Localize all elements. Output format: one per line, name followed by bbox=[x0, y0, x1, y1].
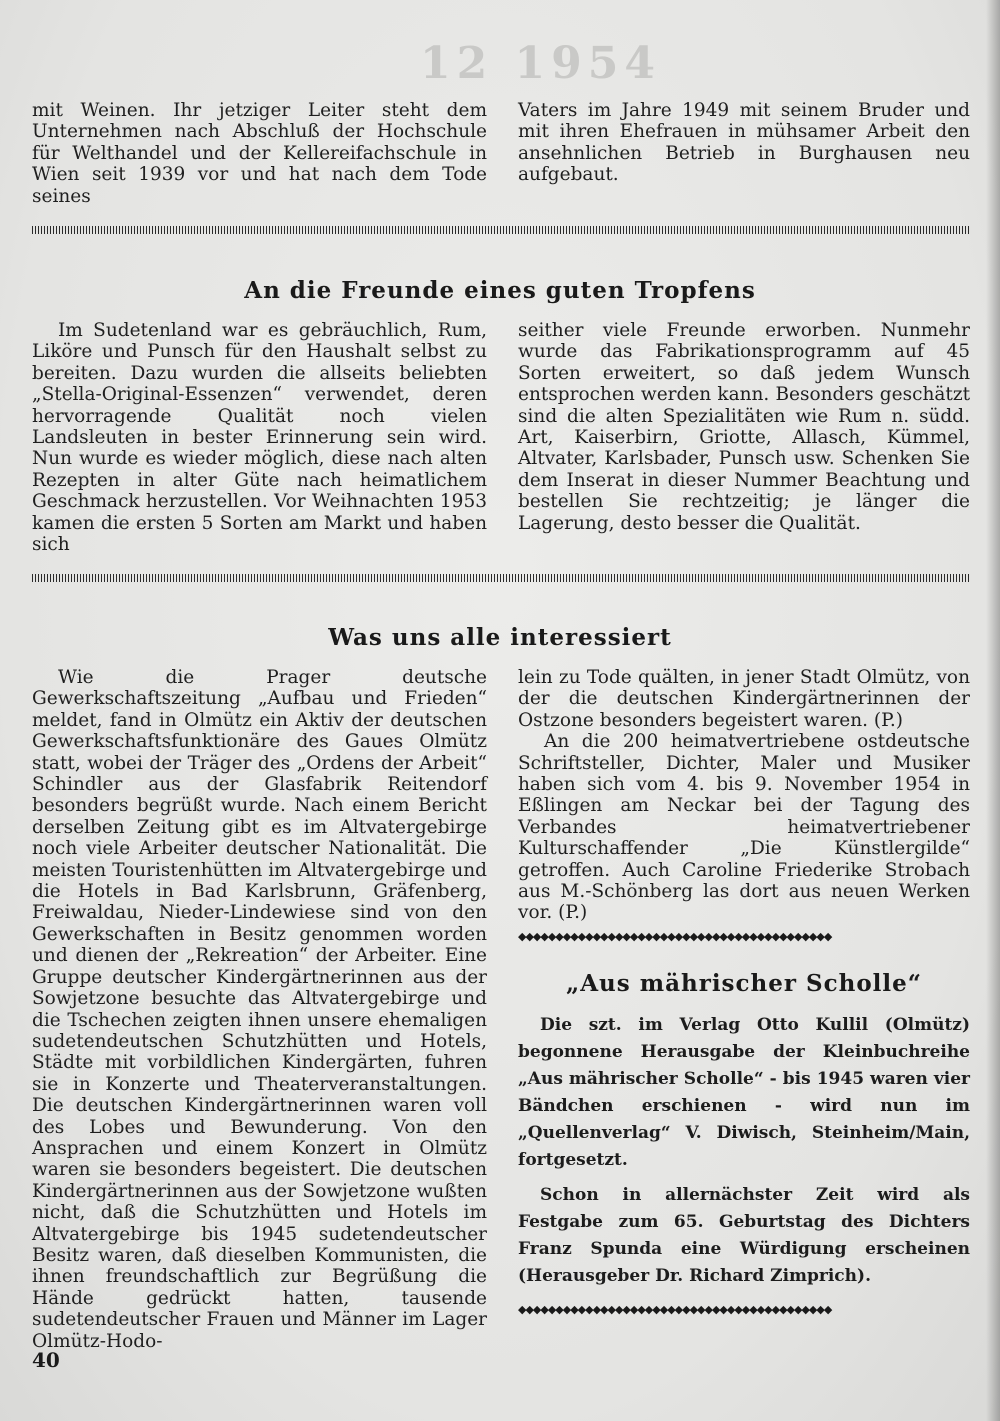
article1-right-column bbox=[518, 320, 970, 555]
article1-columns bbox=[32, 320, 970, 555]
article1-title: An die Freunde eines guten Tropfens bbox=[244, 277, 756, 304]
separator-rule-2 bbox=[32, 574, 970, 582]
intro-left-column bbox=[32, 100, 487, 207]
separator-rule-1 bbox=[32, 226, 970, 234]
box-title: „Aus mährischer Scholle“ bbox=[565, 970, 923, 997]
page-number: 40 bbox=[32, 1348, 60, 1372]
article2-title: Was uns alle interessiert bbox=[328, 624, 672, 651]
article2-right-column bbox=[518, 667, 970, 924]
article2-left-text: Wie die Prager deutsche Gewerkschaftszeitung „Aufbau und Frieden“ meldet, fand in Olmütz ein Aktiv der deutschen Gewerkschaftsfunktionäre des Gaues Olmütz statt, wobei der Träger des „Ordens der Arbeit“ Schindler aus der Glasfabrik Reitendorf besonders begrüßt wurde. Nach einem Bericht derselben Zeitung gibt es im Altvatergebirge noch viele Arbeiter deutscher Nationalität. Die meisten Touristenhütten im Altvatergebirge und die Hotels in Bad Karlsbrunn, Gräfenberg, Freiwaldau, Nieder-Lindewiese sind von den Gewerkschaften in Besitz genommen worden und dienen der „Rekreation“ der Arbeiter. Eine Gruppe deutscher Kindergärtnerinnen aus der Sowjetzone besuchte das Altvatergebirge und die Tschechen zeigten ihnen unsere ehemaligen sudetendeutschen Schutzhütten und Hotels, Städte mit vorbildlichen Kindergärten, fuhren sie in Konzerte und Theaterveranstaltungen. Die deutschen Kindergärtnerinnen waren voll des Lobes und Bewunderung. Von den Ansprachen und einem Konzert in Olmütz waren sie besonders begeistert. Die deutschen Kindergärtnerinnen aus der Sowjetzone wußten nicht, daß die Schutzhütten und Hotels im Altvatergebirge bis 1945 sudetendeutscher Besitz waren, daß dieselben Kommunisten, die ihnen freundschaftlich zur Begrüßung die Hände gedrückt hatten, tausende sudetendeutscher Frauen und Männer im Lager Olmütz-Hodo- bbox=[32, 667, 487, 1352]
page-edge-shadow bbox=[986, 0, 1000, 1421]
article1-left-column bbox=[32, 320, 487, 555]
box-paragraph-1: Die szt. im Verlag Otto Kullil (Olmütz) begonnene Herausgabe der Kleinbuchreihe „Aus mährischer Scholle“ - bis 1945 waren vier Bändchen erschienen - wird nun im „Quellenverlag“ V. Diwisch, Steinheim/Main, fortgesetzt. bbox=[518, 1015, 970, 1170]
diamond-rule-top: ◆◆◆◆◆◆◆◆◆◆◆◆◆◆◆◆◆◆◆◆◆◆◆◆◆◆◆◆◆◆◆◆◆◆◆◆◆◆◆◆◆◆ bbox=[518, 930, 832, 943]
diamond-rule-bottom: ◆◆◆◆◆◆◆◆◆◆◆◆◆◆◆◆◆◆◆◆◆◆◆◆◆◆◆◆◆◆◆◆◆◆◆◆◆◆◆◆◆◆ bbox=[518, 1303, 832, 1316]
intro-right-text: Vaters im Jahre 1949 mit seinem Bruder und mit ihren Ehefrauen in mühsamer Arbeit den ansehnlichen Betrieb in Burghausen neu aufgebaut. bbox=[518, 100, 970, 186]
intro-columns bbox=[32, 100, 970, 207]
article2-right-paragraph-2: An die 200 heimatvertriebene ostdeutsche Schriftsteller, Dichter, Maler und Musiker haben sich vom 4. bis 9. November 1954 in Eßlingen am Neckar bei der Tagung des Verbandes heimatvertriebener Kulturschaffender „Die Künstlergilde“ getroffen. Auch Caroline Friederike Strobach aus M.-Schönberg las dort aus neuen Werken vor. (P.) bbox=[518, 731, 970, 924]
article1-right-text: seither viele Freunde erworben. Nunmehr wurde das Fabrikationsprogramm auf 45 Sorten erweitert, so daß jedem Wunsch entsprochen werden kann. Besonders geschätzt sind die alten Spezialitäten wie Rum n. südd. Art, Kaiserbirn, Griotte, Allasch, Kümmel, Altvater, Karlsbader, Punsch usw. Schenken Sie dem Inserat in dieser Nummer Beachtung und bestellen Sie rechtzeitig; je länger die Lagerung, desto besser die Qualität. bbox=[518, 320, 970, 534]
box-paragraph-2: Schon in allernächster Zeit wird als Festgabe zum 65. Geburtstag des Dichters Franz Spunda eine Würdigung erscheinen (Herausgeber Dr. Richard Zimprich). bbox=[518, 1185, 970, 1286]
article1-left-text: Im Sudetenland war es gebräuchlich, Rum, Liköre und Punsch für den Haushalt selbst zu bereiten. Dazu wurden die allseits beliebten „Stella-Original-Essenzen“ verwendet, deren hervorragende Qualität noch vielen Landsleuten in bester Erinnerung sein wird. Nun wurde es wieder möglich, diese nach alten Rezepten in alter Güte nach heimatlichem Geschmack herzustellen. Vor Weihnachten 1953 kamen die ersten 5 Sorten am Markt und haben sich bbox=[32, 320, 487, 556]
intro-left-text: mit Weinen. Ihr jetziger Leiter steht dem Unternehmen nach Abschluß der Hochschule für Welthandel und der Kellereifachschule in Wien seit 1939 vor und hat nach dem Tode seines bbox=[32, 100, 487, 207]
header-stamp: 12 1954 bbox=[420, 38, 662, 89]
intro-right-column bbox=[518, 100, 970, 207]
article2-right-paragraph-1: lein zu Tode quälten, in jener Stadt Olmütz, von der die deutschen Kindergärtnerinnen der Ostzone besonders begeistert waren. (P.) bbox=[518, 667, 970, 731]
article2-left-column bbox=[32, 667, 487, 1352]
box-text bbox=[518, 1012, 970, 1290]
